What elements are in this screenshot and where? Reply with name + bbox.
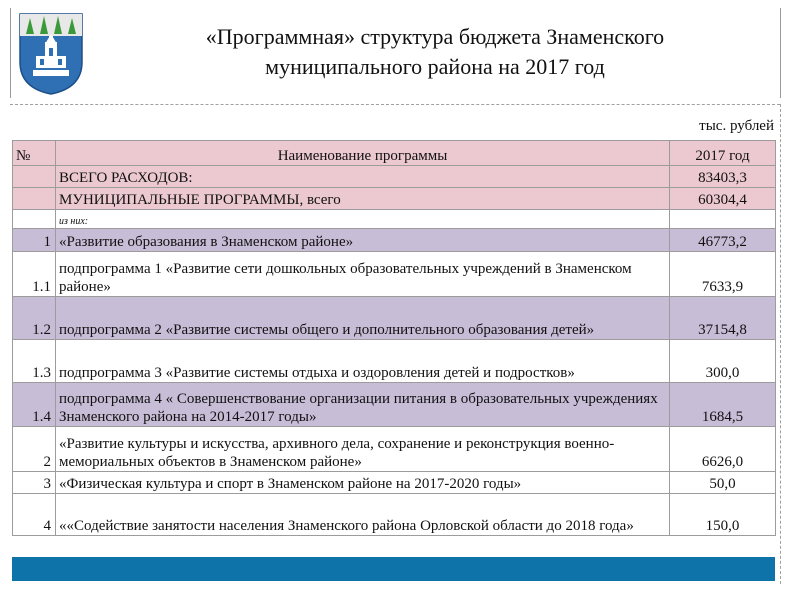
table-row [13,494,776,536]
table-row [13,297,776,340]
budget-table [12,140,776,536]
row-value: 46773,2 [670,229,776,252]
table-row [13,472,776,494]
divider-horizontal [10,104,780,105]
row-value: 7633,9 [670,252,776,297]
header-frame-left [10,8,11,98]
row-program-name: ««Содействие занятости населения Знаменского района Орловской области до 2018 года» [56,494,670,536]
header-program-name: Наименование программы [56,141,670,166]
total-value: 83403,3 [670,166,776,188]
row-program-name: подпрограмма 4 « Совершенствование организации питания в образовательных учреждениях Знаменского района на 2014-2017 годы» [56,383,670,427]
row-program-name: «Развитие культуры и искусства, архивного дела, сохранение и реконструкция военно- мемориальных объектов в Знаменском районе» [56,427,670,472]
header-year: 2017 год [670,141,776,166]
programs-label: МУНИЦИПАЛЬНЫЕ ПРОГРАММЫ, всего [56,188,670,210]
title-line-2: муниципального района на 2017 год [265,54,605,79]
programs-total-row [13,188,776,210]
page-title [95,22,775,82]
table-header-row [13,141,776,166]
row-number: 3 [13,472,56,494]
title-line-1: «Программная» структура бюджета Знаменского [205,24,665,49]
row-value: 300,0 [670,340,776,383]
row-program-name: подпрограмма 2 «Развитие системы общего и дополнительного образования детей» [56,297,670,340]
row-number: 1.3 [13,340,56,383]
row-value: 6626,0 [670,427,776,472]
of-them-label: из них: [56,210,670,229]
row-program-name: подпрограмма 1 «Развитие сети дошкольных образовательных учреждений в Знаменском районе» [56,252,670,297]
header-number: № [13,141,56,166]
table-row [13,383,776,427]
row-number: 4 [13,494,56,536]
row-number: 1.4 [13,383,56,427]
coat-of-arms-icon [18,12,84,96]
row-value: 50,0 [670,472,776,494]
row-value: 1684,5 [670,383,776,427]
table-row [13,252,776,297]
row-value: 37154,8 [670,297,776,340]
divider-vertical [780,104,781,584]
row-program-name: «Физическая культура и спорт в Знаменском районе на 2017-2020 годы» [56,472,670,494]
table-row [13,427,776,472]
header-frame-right [780,8,781,98]
row-number: 2 [13,427,56,472]
programs-value: 60304,4 [670,188,776,210]
table-row [13,229,776,252]
row-number: 1.2 [13,297,56,340]
total-label: ВСЕГО РАСХОДОВ: [56,166,670,188]
of-them-row [13,210,776,229]
table-row [13,340,776,383]
row-number: 1 [13,229,56,252]
row-value: 150,0 [670,494,776,536]
row-number: 1.1 [13,252,56,297]
row-program-name: «Развитие образования в Знаменском районе» [56,229,670,252]
units-label: тыс. рублей [699,118,774,134]
total-row [13,166,776,188]
footer-bar [12,557,775,581]
row-program-name: подпрограмма 3 «Развитие системы отдыха и оздоровления детей и подростков» [56,340,670,383]
